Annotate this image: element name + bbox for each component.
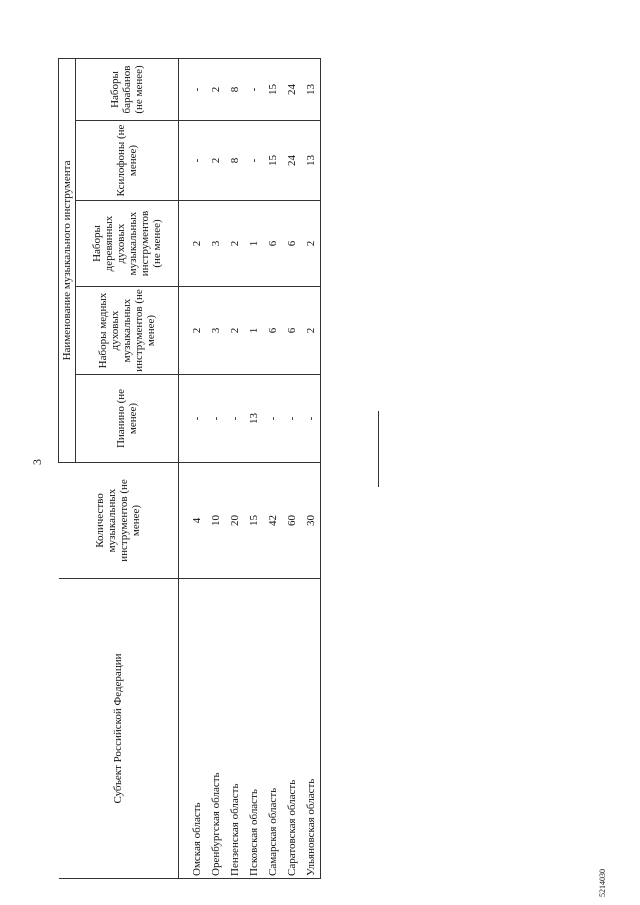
cell-count: 10	[206, 463, 225, 579]
cell-count: 30	[301, 463, 321, 579]
cell-subject: Саратовская область	[282, 579, 301, 879]
cell-drums: -	[244, 58, 263, 120]
cell-brass: 2	[179, 287, 207, 375]
cell-brass: 6	[282, 287, 301, 375]
cell-piano: 13	[244, 375, 263, 463]
cell-brass: 1	[244, 287, 263, 375]
cell-xylophones: 15	[263, 121, 282, 201]
table-row	[282, 58, 301, 878]
cell-wood: 3	[206, 201, 225, 287]
cell-wood: 6	[263, 201, 282, 287]
cell-drums: -	[179, 58, 207, 120]
cell-piano: -	[301, 375, 321, 463]
header-instrument-group: Наименование музыкального инструмента	[59, 58, 76, 462]
table-row	[179, 58, 207, 878]
cell-subject: Пензенская область	[225, 579, 244, 879]
cell-count: 20	[225, 463, 244, 579]
cell-xylophones: 8	[225, 121, 244, 201]
cell-brass: 2	[301, 287, 321, 375]
cell-brass: 6	[263, 287, 282, 375]
header-wood: Наборы деревянных духовых музыкальных инструментов (не менее)	[76, 201, 179, 287]
rotated-content	[0, 45, 640, 905]
cell-brass: 2	[225, 287, 244, 375]
cell-count: 15	[244, 463, 263, 579]
header-xylophones: Ксилофоны (не менее)	[76, 121, 179, 201]
end-of-table-rule	[378, 411, 379, 487]
cell-drums: 13	[301, 58, 321, 120]
cell-wood: 2	[301, 201, 321, 287]
cell-subject: Псковская область	[244, 579, 263, 879]
cell-drums: 2	[206, 58, 225, 120]
document-code: 5214030	[598, 869, 607, 897]
cell-wood: 2	[179, 201, 207, 287]
cell-piano: -	[179, 375, 207, 463]
table-row	[263, 58, 282, 878]
cell-piano: -	[282, 375, 301, 463]
cell-count: 60	[282, 463, 301, 579]
cell-xylophones: -	[244, 121, 263, 201]
cell-piano: -	[263, 375, 282, 463]
header-drums: Наборы барабанов (не менее)	[76, 58, 179, 120]
header-subject: Субъект Российской Федерации	[59, 579, 179, 879]
header-count: Количество музыкальных инструментов (не менее)	[59, 463, 179, 579]
cell-count: 4	[179, 463, 207, 579]
instruments-table	[58, 58, 321, 879]
cell-piano: -	[206, 375, 225, 463]
table-row	[225, 58, 244, 878]
cell-drums: 15	[263, 58, 282, 120]
cell-wood: 1	[244, 201, 263, 287]
cell-xylophones: 24	[282, 121, 301, 201]
cell-wood: 6	[282, 201, 301, 287]
table-row	[206, 58, 225, 878]
cell-count: 42	[263, 463, 282, 579]
table-row	[244, 58, 263, 878]
header-piano: Пианино (не менее)	[76, 375, 179, 463]
header-brass: Наборы медных духовых музыкальных инструментов (не менее)	[76, 287, 179, 375]
cell-subject: Оренбургская область	[206, 579, 225, 879]
cell-subject: Омская область	[179, 579, 207, 879]
cell-subject: Ульяновская область	[301, 579, 321, 879]
cell-xylophones: 13	[301, 121, 321, 201]
cell-xylophones: 2	[206, 121, 225, 201]
cell-drums: 24	[282, 58, 301, 120]
cell-drums: 8	[225, 58, 244, 120]
cell-xylophones: -	[179, 121, 207, 201]
cell-wood: 2	[225, 201, 244, 287]
cell-brass: 3	[206, 287, 225, 375]
cell-subject: Самарская область	[263, 579, 282, 879]
cell-piano: -	[225, 375, 244, 463]
page-number: 3	[30, 459, 44, 465]
table-row	[301, 58, 321, 878]
